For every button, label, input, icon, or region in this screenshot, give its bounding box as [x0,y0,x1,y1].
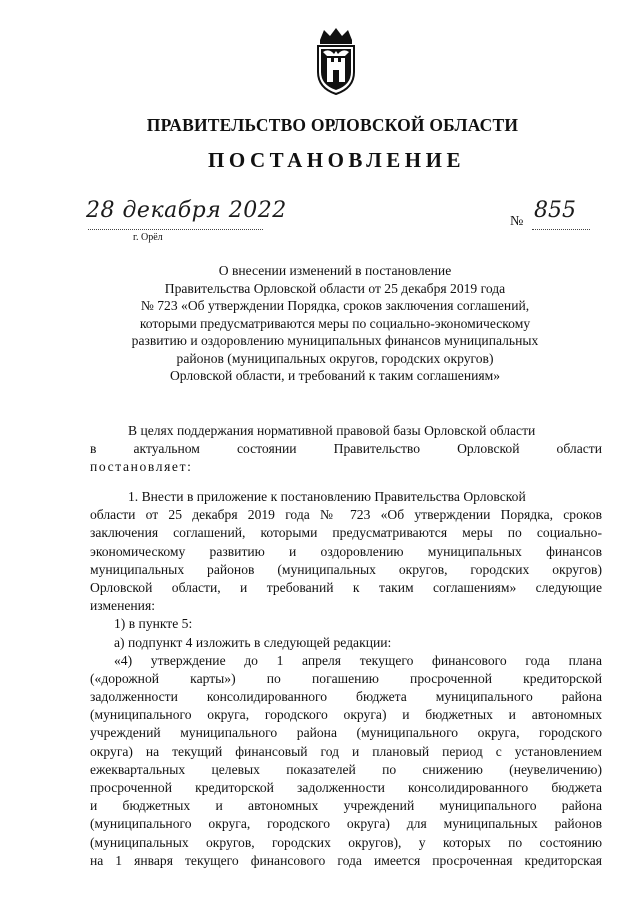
document-subject [70,262,600,385]
preamble-line: в актуальном состоянии Правительство Орловской области [90,441,602,457]
body-line: задолженности консолидированного бюджета муниципального района [90,689,602,705]
preamble-line: В целях поддержания нормативной правовой базы Орловской области [128,423,536,438]
body-line: 1. Внести в приложение к постановлению Правительства Орловской [128,489,526,504]
handwritten-date: 28 декабря 2022 [86,198,287,223]
subject-line: Орловской области, и требований к таким соглашениям» [169,368,501,383]
number-sign: № [510,214,524,229]
government-title: ПРАВИТЕЛЬСТВО ОРЛОВСКОЙ ОБЛАСТИ [146,115,519,135]
body-line: (муниципальных округов, городских округов), у которых по состоянию [90,834,602,850]
body-line: ежеквартальных целевых показателей по снижению (неувеличению) [90,761,602,777]
preamble-paragraph [90,422,602,477]
body-line: а) подпункт 4 изложить в следующей редакции: [114,634,392,650]
resolution-body [90,488,602,870]
subject-line: развитию и оздоровлению муниципальных финансов муниципальных [131,333,539,348]
city-label: г. Орёл [133,232,163,243]
subject-line: № 723 «Об утверждении Порядка, сроков заключения соглашений, [140,298,530,313]
body-line: учреждений муниципального района (муниципального округа, городского [90,725,602,741]
body-line: («дорожной карты») по погашению просроченной кредиторской [90,670,602,686]
body-line: на 1 января текущего финансового года имеется просроченная кредиторская [90,852,602,868]
subject-line: которыми предусматриваются меры по социально-экономическому [139,315,531,331]
body-line: (муниципального округа, городского округа) для муниципальных районов [90,816,602,832]
subject-line: районов (муниципальных округов, городских округов) [176,350,494,366]
body-line: 1) в пункте 5: [114,616,193,632]
body-line: экономическому развитию и оздоровлению муниципальных финансов [90,543,602,559]
resolves-word: постановляет: [90,459,193,475]
body-line: изменения: [90,598,155,614]
body-line: округа) на текущий финансовый год и плановый период с установлением [90,743,602,759]
body-line: муниципальных районов (муниципальных округов, городских округов) [90,561,602,577]
body-line: Орловской области, и требований к таким соглашениям» следующие [90,579,602,595]
coat-of-arms-icon [312,26,360,96]
body-line: «4) утверждение до 1 апреля текущего финансового года плана [114,652,602,668]
number-underline [532,229,590,231]
body-line: и бюджетных и автономных учреждений муниципального района [90,798,602,814]
body-line: области от 25 декабря 2019 года № 723 «Об утверждении Порядка, сроков [90,507,602,523]
body-line: (муниципального округа, городского округа) и бюджетных и автономных [90,707,602,723]
subject-line: О внесении изменений в постановление [218,263,452,278]
date-underline [88,229,263,231]
document-type-heading: ПОСТАНОВЛЕНИЕ [208,148,465,172]
subject-line: Правительства Орловской области от 25 декабря 2019 года [164,280,506,296]
body-line: заключения соглашений, которыми предусматриваются меры по социально- [90,525,602,541]
body-line: просроченной кредиторской задолженности консолидированного бюджета [90,780,602,795]
handwritten-number: 855 [534,198,576,223]
